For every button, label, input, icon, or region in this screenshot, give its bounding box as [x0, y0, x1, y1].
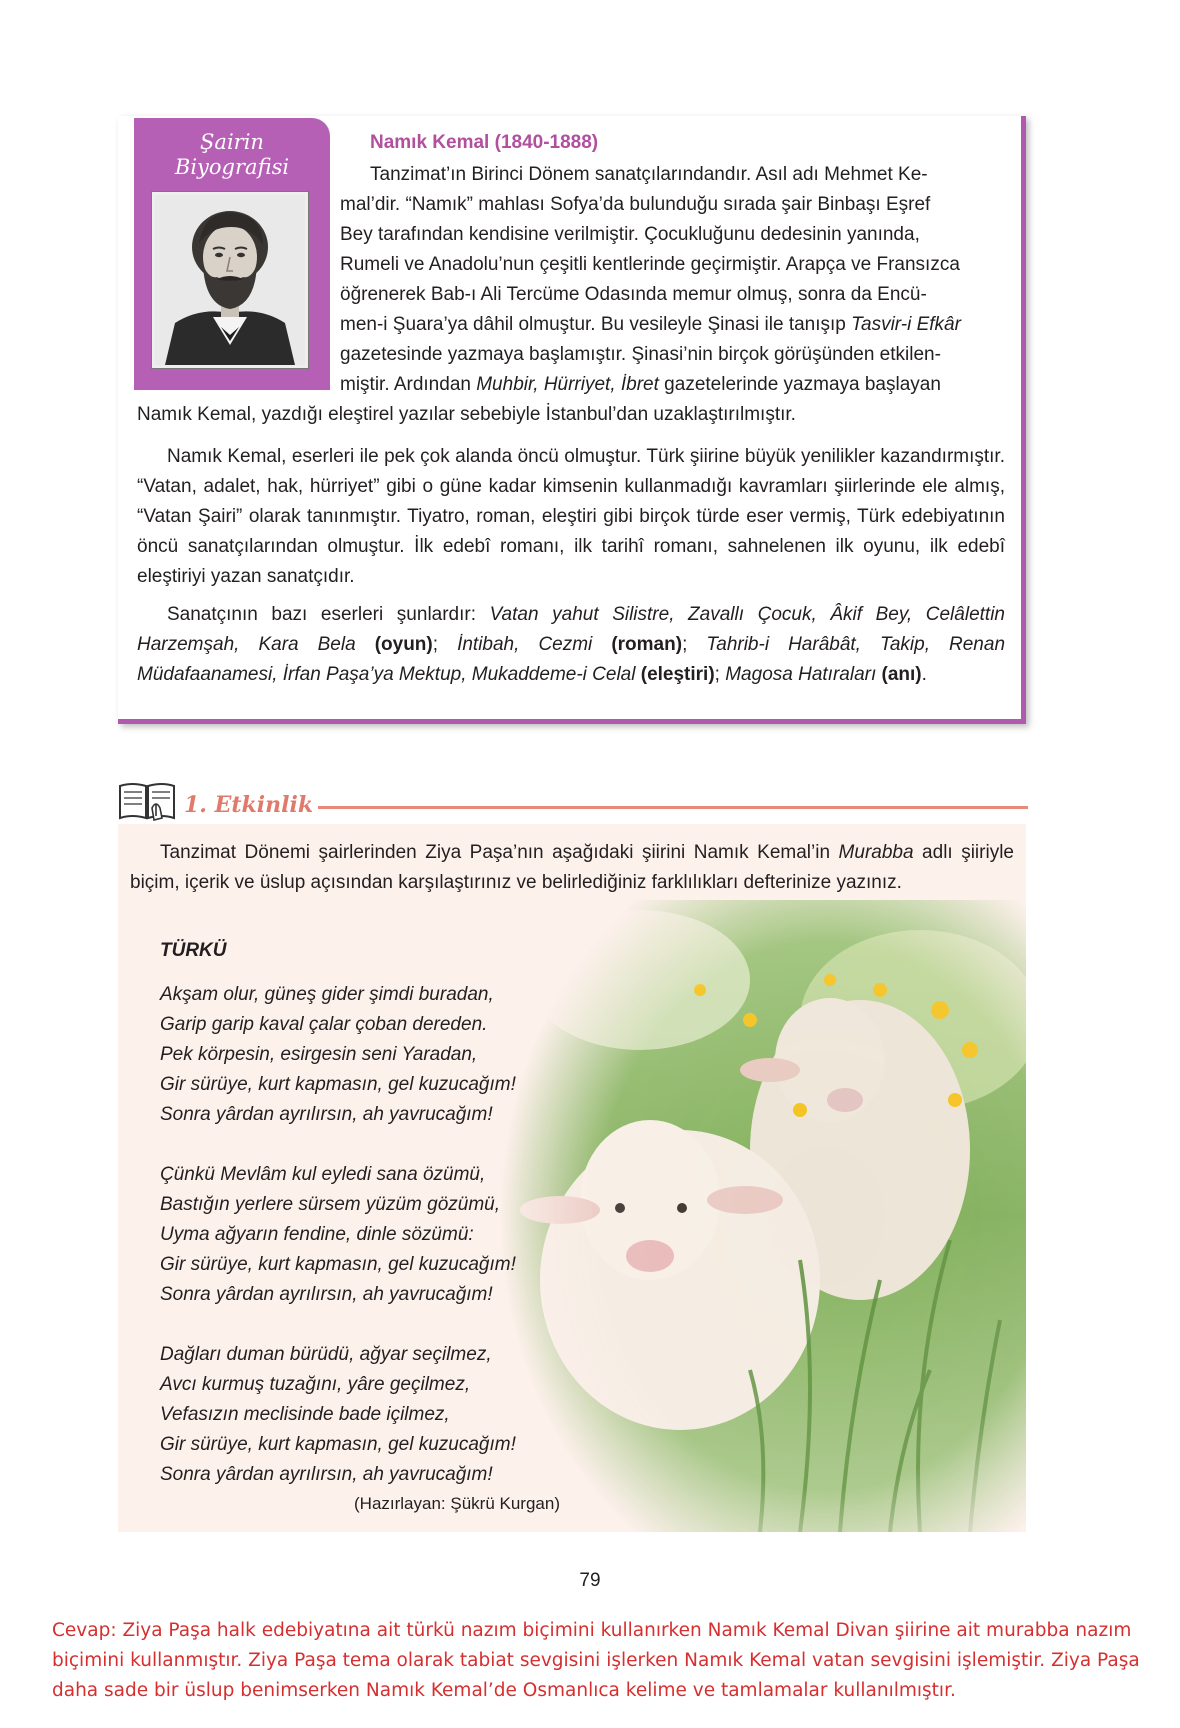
- page-number: 79: [579, 1570, 601, 1591]
- poem-line: Gir sürüye, kurt kapmasın, gel kuzucağım!: [160, 1434, 516, 1455]
- poem-line: Garip garip kaval çalar çoban dereden.: [160, 1014, 488, 1035]
- poem-line: Sonra yârdan ayrılırsın, ah yavrucağım!: [160, 1284, 493, 1305]
- poem-title: TÜRKÜ: [160, 940, 227, 961]
- biography-heading: Namık Kemal (1840-1888): [370, 132, 599, 153]
- poem-credit: (Hazırlayan: Şükrü Kurgan): [354, 1494, 560, 1513]
- biography-paragraph-1-end: Namık Kemal, yazdığı eleştirel yazılar sebebiyle İstanbul’dan uzaklaştırılmıştır.: [137, 404, 796, 425]
- poem-line: Akşam olur, güneş gider şimdi buradan,: [160, 984, 494, 1005]
- biography-paragraph-2: Namık Kemal, eserleri ile pek çok alanda öncü olmuştur. Türk şiirine büyük yenilikler kazandırmıştır. “Vatan, adalet, hak, hürriyet” gibi o güne kadar kimsenin kullanmadığı kavramları şiirlerinde ele almış, “Vatan Şairi” olarak tanınmıştır. Tiyatro, roman, eleştiri gibi birçok türde eser vermiş, Türk edebiyatının öncü sanatçılarından olmuştur. İlk edebî romanı, ilk tarihî romanı, sahnelenen ilk oyunu, ilk edebî eleştiriyi yazan sanatçıdır.: [137, 446, 1005, 587]
- activity-divider: [318, 806, 1028, 809]
- poem-line: Çünkü Mevlâm kul eyledi sana özümü,: [160, 1164, 486, 1185]
- biography-tab-title: Şairin Biyografisi: [174, 130, 290, 179]
- poem-line: Vefasızın meclisinde bade içilmez,: [160, 1404, 450, 1425]
- portrait-image: [152, 192, 308, 368]
- poem-line: Uyma ağyarın fendine, dinle sözümü:: [160, 1224, 474, 1245]
- poem-line: Gir sürüye, kurt kapmasın, gel kuzucağım!: [160, 1074, 516, 1095]
- activity-title: 1. Etkinlik: [184, 792, 314, 818]
- poem-line: Avcı kurmuş tuzağını, yâre geçilmez,: [160, 1374, 471, 1395]
- portrait-illustration: [155, 195, 305, 365]
- biography-paragraph-1: Tanzimat’ın Birinci Dönem sanatçılarındandır. Asıl adı Mehmet Ke-: [370, 164, 928, 185]
- poem-line: Sonra yârdan ayrılırsın, ah yavrucağım!: [160, 1104, 493, 1125]
- poem-line: Dağları duman bürüdü, ağyar seçilmez,: [160, 1344, 492, 1365]
- poem-line: Pek körpesin, esirgesin seni Yaradan,: [160, 1044, 478, 1065]
- activity-instruction: Tanzimat Dönemi şairlerinden Ziya Paşa’nın aşağıdaki şiirini Namık Kemal’in Murabba adlı şiiriyle biçim, içerik ve üslup açısından karşılaştırınız ve belirlediğiniz farklılıkları defterinize yazınız.: [130, 842, 1014, 893]
- poem-line: Gir sürüye, kurt kapmasın, gel kuzucağım!: [160, 1254, 516, 1275]
- answer-text: Cevap: Ziya Paşa halk edebiyatına ait türkü nazım biçimini kullanırken Namık Kemal Divan şiirine ait murabba nazım biçimini kullanmıştır. Ziya Paşa tema olarak tabiat sevgisini işlerken Namık Kemal vatan sevgisini işlemiştir. Ziya Paşa daha sade bir üslup benimserken Namık Kemal’de Osmanlıca kelime ve tamlamalar kullanılmıştır.: [52, 1620, 1140, 1701]
- open-book-icon: [116, 778, 178, 824]
- poem-line: Bastığın yerlere sürsem yüzüm gözümü,: [160, 1194, 501, 1215]
- poem-line: Sonra yârdan ayrılırsın, ah yavrucağım!: [160, 1464, 493, 1485]
- biography-paragraph-1-lines: mal’dir. “Namık” mahlası Sofya’da bulunduğu sırada şair Binbaşı Eşref Bey tarafından kendisine verilmiştir. Çocukluğunu dedesinin yanında, Rumeli ve Anadolu’nun çeşitli kentlerinde geçirmiştir. Arapça ve Fransızca öğrenerek Bab-ı Ali Tercüme Odasında memur olmuş, sonra da Encü- men-i Şuara’ya dâhil olmuştur. Bu vesileyle Şinasi ile tanışıp Tasvir-i Efkâr gazetesinde yazmaya başlamıştır. Şinasi’nin birçok görüşünden etkilen- miştir. Ardından Muhbir, Hürriyet, İbret gazetelerinde yazmaya başlayan: [340, 194, 961, 395]
- biography-works: Sanatçının bazı eserleri şunlardır: Vatan yahut Silistre, Zavallı Çocuk, Âkif Bey, Celâlettin Harzemşah, Kara Bela (oyun); İntibah, Cezmi (roman); Tahrib-i Harâbât, Takip, Renan Müdafaanamesi, İrfan Paşa’ya Mektup, Mukaddeme-i Celal (eleştiri); Magosa Hatıraları (anı).: [137, 604, 1006, 685]
- sheep-meadow-image: [500, 900, 1026, 1532]
